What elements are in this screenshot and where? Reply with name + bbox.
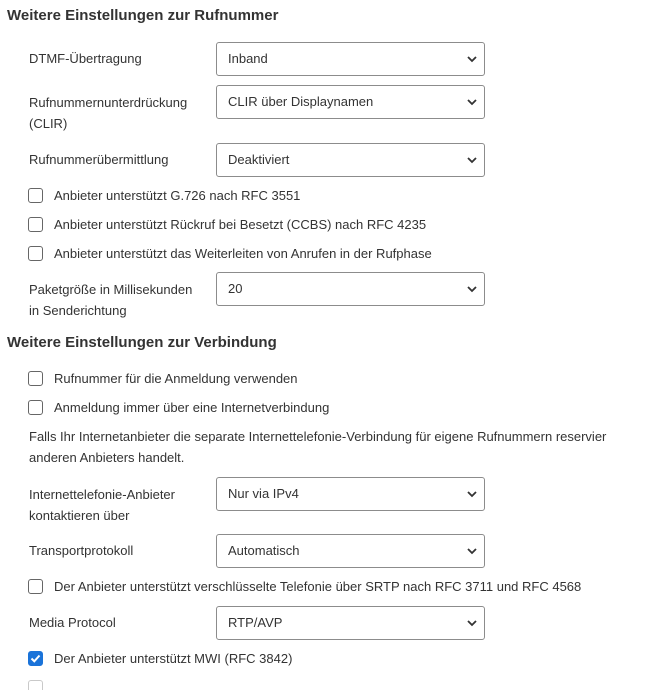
clip-select-value: Deaktiviert <box>228 152 290 167</box>
srtp-checkbox-label: Der Anbieter unterstützt verschlüsselte Telefonie über SRTP nach RFC 3711 und RFC 4568 <box>54 578 582 594</box>
srtp-checkbox-row[interactable] <box>28 577 581 595</box>
dtmf-label: DTMF-Übertragung <box>29 51 142 66</box>
media-protocol-select[interactable] <box>216 606 485 640</box>
use-number-login-checkbox-label: Rufnummer für die Anmeldung verwenden <box>54 370 298 386</box>
clir-select[interactable] <box>216 85 485 119</box>
srtp-checkbox[interactable] <box>28 579 43 594</box>
chevron-down-icon <box>466 489 478 499</box>
login-internet-checkbox-row[interactable] <box>28 398 329 416</box>
dtmf-select-value: Inband <box>228 51 268 66</box>
clir-label-line2: (CLIR) <box>29 116 68 131</box>
next-row-cutoff <box>28 680 348 690</box>
contact-label <box>29 484 175 526</box>
chevron-down-icon <box>466 97 478 107</box>
use-number-login-checkbox[interactable] <box>28 371 43 386</box>
section-heading-number: Weitere Einstellungen zur Rufnummer <box>7 7 279 24</box>
transport-select[interactable] <box>216 534 485 568</box>
contact-select[interactable] <box>216 477 485 511</box>
transport-label: Transportprotokoll <box>29 543 134 558</box>
packet-size-label <box>29 279 192 321</box>
g726-checkbox-label: Anbieter unterstützt G.726 nach RFC 3551 <box>54 187 301 203</box>
contact-label-line2: kontaktieren über <box>29 508 130 523</box>
login-internet-checkbox[interactable] <box>28 400 43 415</box>
chevron-down-icon <box>466 546 478 556</box>
mwi-checkbox-row[interactable] <box>28 649 292 667</box>
chevron-down-icon <box>466 284 478 294</box>
transport-select-value: Automatisch <box>228 543 300 558</box>
call-forwarding-checkbox-row[interactable] <box>28 244 432 262</box>
contact-label-line1: Internettelefonie-Anbieter <box>29 487 175 502</box>
media-protocol-label: Media Protocol <box>29 615 116 630</box>
section-heading-connection: Weitere Einstellungen zur Verbindung <box>7 334 277 351</box>
chevron-down-icon <box>466 54 478 64</box>
media-protocol-select-value: RTP/AVP <box>228 615 283 630</box>
call-forwarding-checkbox[interactable] <box>28 246 43 261</box>
call-forwarding-checkbox-label: Anbieter unterstützt das Weiterleiten von Anrufen in der Rufphase <box>54 245 432 261</box>
info-text-line2: anderen Anbieters handelt. <box>29 450 185 465</box>
mwi-checkbox[interactable] <box>28 651 43 666</box>
clip-label: Rufnummerübermittlung <box>29 152 169 167</box>
ccbs-checkbox-row[interactable] <box>28 215 426 233</box>
dtmf-select[interactable] <box>216 42 485 76</box>
clip-select[interactable] <box>216 143 485 177</box>
use-number-login-checkbox-row[interactable] <box>28 369 298 387</box>
packet-size-label-line2: in Senderichtung <box>29 303 127 318</box>
clir-label <box>29 92 187 134</box>
info-text <box>29 426 650 468</box>
contact-select-value: Nur via IPv4 <box>228 486 299 501</box>
packet-size-select[interactable] <box>216 272 485 306</box>
g726-checkbox-row[interactable] <box>28 186 300 204</box>
clir-label-line1: Rufnummernunterdrückung <box>29 95 188 110</box>
chevron-down-icon <box>466 155 478 165</box>
mwi-checkbox-label: Der Anbieter unterstützt MWI (RFC 3842) <box>54 650 293 666</box>
chevron-down-icon <box>466 618 478 628</box>
ccbs-checkbox-label: Anbieter unterstützt Rückruf bei Besetzt (CCBS) nach RFC 4235 <box>54 216 427 232</box>
checkmark-icon <box>30 653 41 664</box>
packet-size-select-value: 20 <box>228 281 243 296</box>
packet-size-label-line1: Paketgröße in Millisekunden <box>29 282 193 297</box>
clir-select-value: CLIR über Displaynamen <box>228 94 374 109</box>
info-text-line1: Falls Ihr Internetanbieter die separate Internettelefonie-Verbindung für eigene Rufnummern reservier <box>29 429 607 444</box>
g726-checkbox[interactable] <box>28 188 43 203</box>
ccbs-checkbox[interactable] <box>28 217 43 232</box>
login-internet-checkbox-label: Anmeldung immer über eine Internetverbindung <box>54 399 330 415</box>
